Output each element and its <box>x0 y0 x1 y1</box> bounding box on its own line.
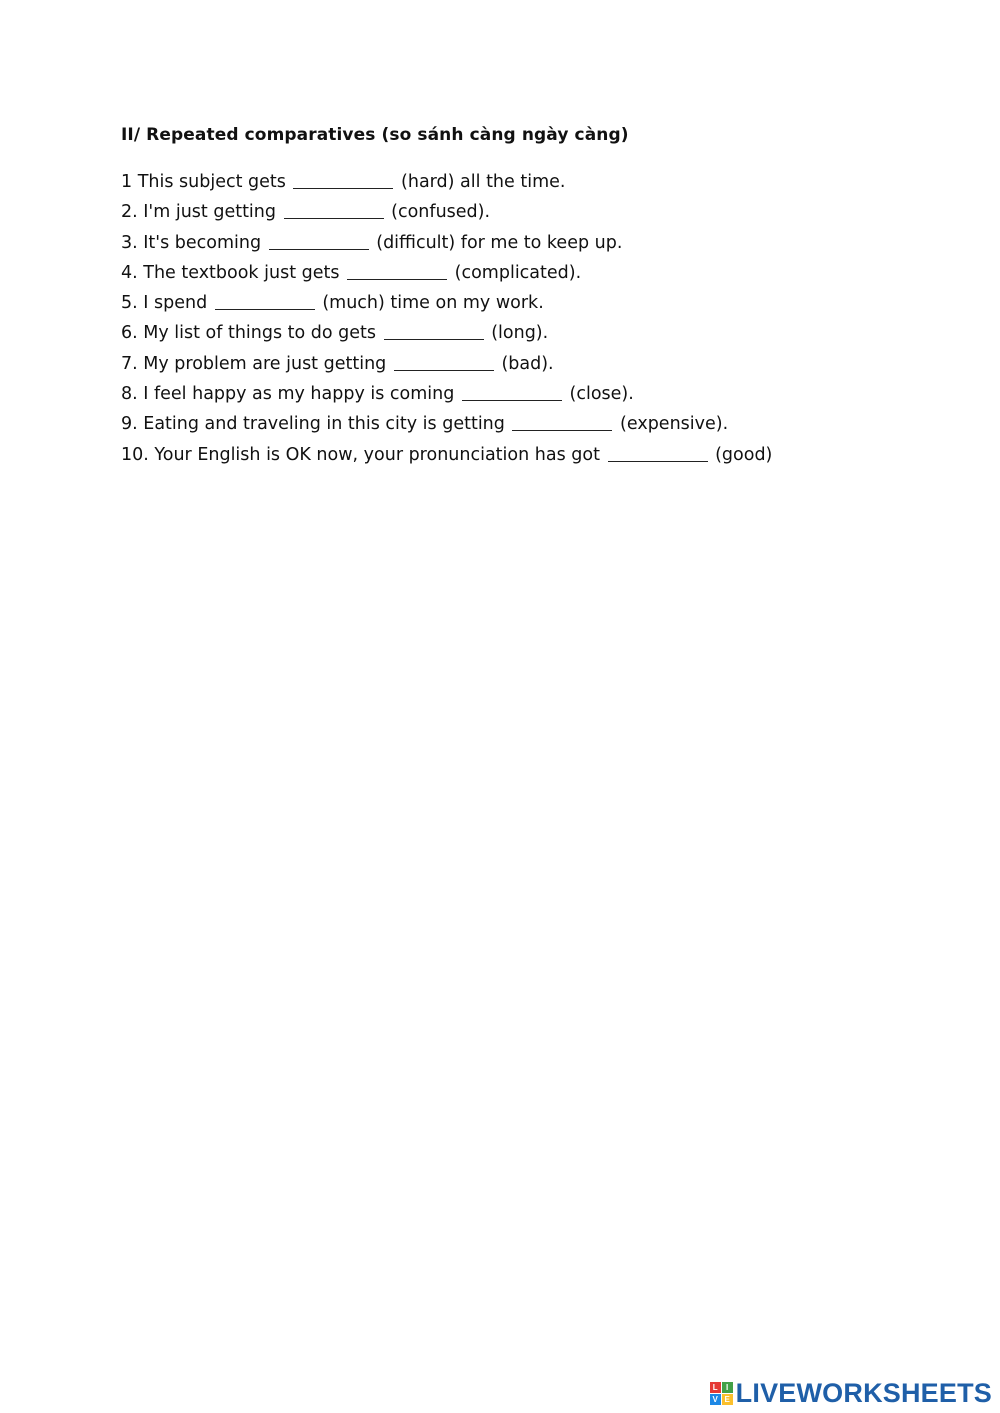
exercise-item <box>121 409 772 439</box>
exercise-text-after: (much) time on my work. <box>322 293 544 314</box>
exercise-text-before: 7. My problem are just getting <box>121 353 387 374</box>
answer-blank[interactable] <box>384 321 484 340</box>
exercise-item <box>121 197 772 227</box>
exercise-text-after: (long). <box>491 323 549 344</box>
exercise-text-before: 4. The textbook just gets <box>121 262 340 283</box>
answer-blank[interactable] <box>608 443 708 462</box>
logo-letter: E <box>722 1394 733 1405</box>
exercise-item <box>121 258 772 288</box>
exercise-text-after: (good) <box>715 444 773 465</box>
answer-blank[interactable] <box>394 352 494 371</box>
logo-letter: L <box>710 1382 721 1393</box>
exercise-text-before: 1 This subject gets <box>121 172 286 192</box>
exercise-text-before: 5. I spend <box>121 293 208 314</box>
answer-blank[interactable] <box>215 291 315 310</box>
exercise-text-before: 10. Your English is OK now, your pronunciation has got <box>121 444 600 465</box>
section-title: II/ Repeated comparatives (so sánh càng ngày càng) <box>121 125 629 145</box>
exercise-item <box>121 288 772 318</box>
exercise-list <box>121 167 772 470</box>
exercise-item <box>121 440 772 470</box>
exercise-text-before: 9. Eating and traveling in this city is getting <box>121 414 505 435</box>
exercise-text-after: (close). <box>569 384 634 405</box>
exercise-item <box>121 318 772 348</box>
exercise-text-before: 2. I'm just getting <box>121 202 276 223</box>
exercise-item <box>121 228 772 258</box>
watermark-text: LIVEWORKSHEETS <box>735 1378 992 1408</box>
exercise-item <box>121 379 772 409</box>
exercise-text-before: 3. It's becoming <box>121 232 262 253</box>
answer-blank[interactable] <box>462 382 562 401</box>
logo-letter: I <box>722 1382 733 1393</box>
exercise-text-after: (difficult) for me to keep up. <box>376 232 623 253</box>
exercise-text-after: (expensive). <box>620 414 729 435</box>
liveworksheets-logo-icon <box>710 1382 733 1405</box>
exercise-text-before: 6. My list of things to do gets <box>121 323 377 344</box>
exercise-text-after: (bad). <box>501 353 554 374</box>
exercise-item <box>121 167 772 197</box>
answer-blank[interactable] <box>269 231 369 250</box>
exercise-text-after: (hard) all the time. <box>401 172 566 192</box>
answer-blank[interactable] <box>512 412 612 431</box>
exercise-text-after: (confused). <box>391 202 491 223</box>
answer-blank[interactable] <box>293 170 393 189</box>
liveworksheets-watermark <box>710 1380 992 1407</box>
answer-blank[interactable] <box>284 200 384 219</box>
exercise-text-before: 8. I feel happy as my happy is coming <box>121 384 455 405</box>
exercise-item <box>121 349 772 379</box>
exercise-text-after: (complicated). <box>454 262 582 283</box>
answer-blank[interactable] <box>347 261 447 280</box>
logo-letter: V <box>710 1394 721 1405</box>
